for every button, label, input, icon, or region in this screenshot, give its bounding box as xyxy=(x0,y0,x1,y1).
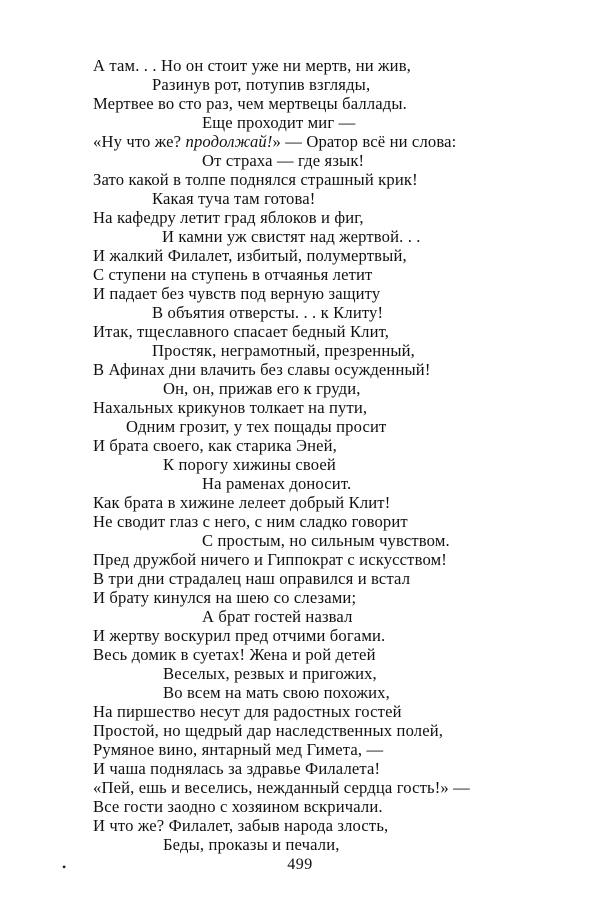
poem-line: В Афинах дни влачить без славы осужденный! xyxy=(93,360,431,379)
poem-line: В три дни страдалец наш оправился и встал xyxy=(93,569,411,588)
poem-line: И брату кинулся на шею со слезами; xyxy=(93,588,357,607)
poem-line: На пиршество несут для радостных гостей xyxy=(93,702,402,721)
poem-line: Румяное вино, янтарный мед Гимета, — xyxy=(93,740,384,759)
poem-line: Как брата в хижине лелеет добрый Клит! xyxy=(93,493,391,512)
poem-line: И что же? Филалет, забыв народа злость, xyxy=(93,816,389,835)
poem-line: И жалкий Филалет, избитый, полумертвый, xyxy=(93,246,407,265)
poem-line: От страха — где язык! xyxy=(202,151,365,170)
poem-line: Разинув рот, потупив взгляды, xyxy=(152,75,371,94)
poem-line: Не сводит глаз с него, с ним сладко говорит xyxy=(93,512,408,531)
poem-line: Мертвее во сто раз, чем мертвецы баллады. xyxy=(93,94,407,113)
poem-line: На кафедру летит град яблоков и фиг, xyxy=(93,208,364,227)
poem-line: И камни уж свистят над жертвой. . . xyxy=(162,227,421,246)
poem-line: А брат гостей назвал xyxy=(202,607,353,626)
poem-line: С ступени на ступень в отчаянья летит xyxy=(93,265,373,284)
poem-line: Одним грозит, у тех пощады просит xyxy=(126,417,387,436)
poem-line: И жертву воскурил пред отчими богами. xyxy=(93,626,386,645)
poem-line: В объятия отверсты. . . к Клиту! xyxy=(152,303,384,322)
poem-line: Все гости заодно с хозяином вскричали. xyxy=(93,797,383,816)
poem-line: Простяк, неграмотный, презренный, xyxy=(152,341,415,360)
poem-line: Весь домик в суетах! Жена и рой детей xyxy=(93,645,376,664)
poem-line: Еще проходит миг — xyxy=(202,113,356,132)
poem-line: С простым, но сильным чувством. xyxy=(202,531,450,550)
poem-line: Он, он, прижав его к груди, xyxy=(163,379,361,398)
poem-line: «Пей, ешь и веселись, нежданный сердца гость!» — xyxy=(93,778,470,797)
poem-line: Итак, тщеславного спасает бедный Клит, xyxy=(93,322,390,341)
poem-line: А там. . . Но он стоит уже ни мертв, ни жив, xyxy=(93,56,411,75)
poem-line: Простой, но щедрый дар наследственных полей, xyxy=(93,721,444,740)
poem-line-italic: продолжай! xyxy=(185,132,273,151)
print-mark: • xyxy=(62,860,67,874)
poem-line: Нахальных крикунов толкает на пути, xyxy=(93,398,368,417)
poem-line-end: » — Оратор всё ни слова: xyxy=(272,132,457,151)
poem-line: К порогу хижины своей xyxy=(163,455,336,474)
poem-line: Беды, проказы и печали, xyxy=(163,835,340,854)
poem-line: И чаша поднялась за здравье Филалета! xyxy=(93,759,381,778)
poem-line: Веселых, резвых и пригожих, xyxy=(163,664,377,683)
poem-line: И брата своего, как старика Эней, xyxy=(93,436,337,455)
poem-line xyxy=(93,132,456,151)
poem-line: Пред дружбой ничего и Гиппократ с искусством! xyxy=(93,550,447,569)
poem-line: Во всем на мать свою похожих, xyxy=(163,683,390,702)
poem-line: Зато какой в толпе поднялся страшный крик! xyxy=(93,170,418,189)
poem-line: Какая туча там готова! xyxy=(152,189,316,208)
poem-line-start: «Ну что же? xyxy=(93,132,182,151)
poem-line: На раменах доносит. xyxy=(202,474,352,493)
page-number: 499 xyxy=(287,856,313,873)
poem-line: И падает без чувств под верную защиту xyxy=(93,284,381,303)
